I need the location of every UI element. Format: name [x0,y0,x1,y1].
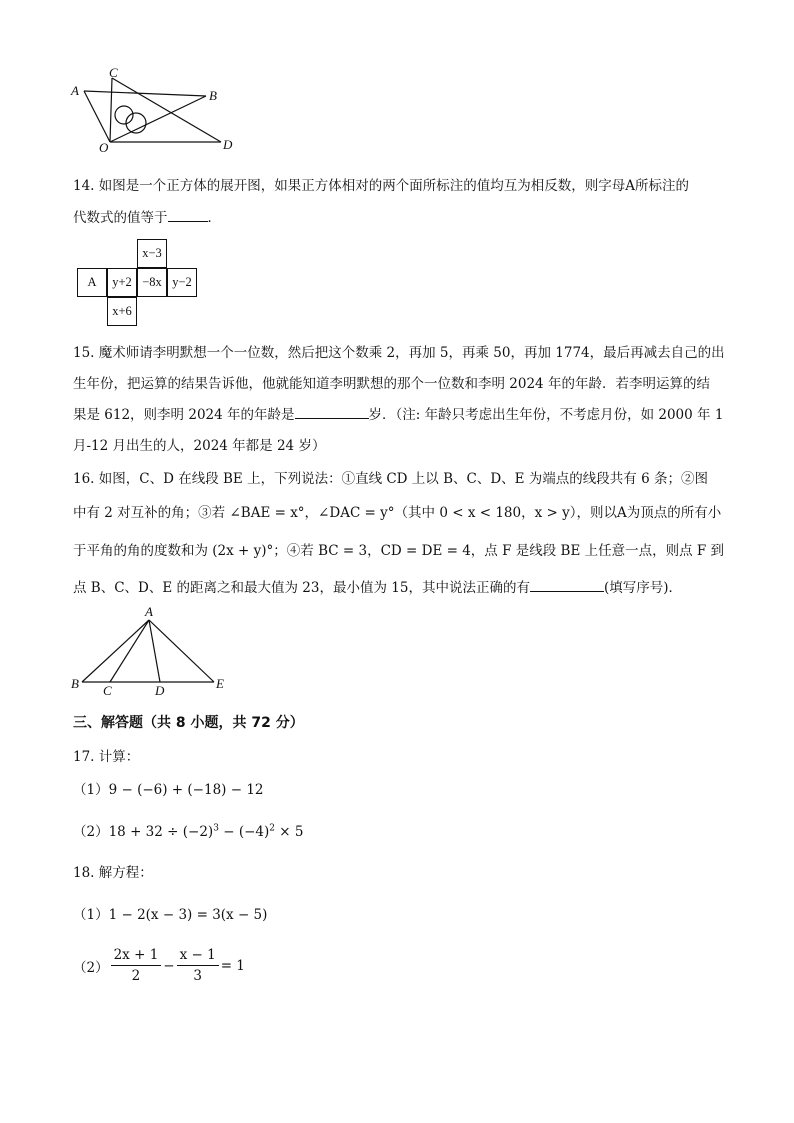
q15-answer-blank[interactable] [295,404,369,419]
segment-CD [112,78,221,142]
q18-p2-minus: − [163,957,175,974]
q18-part1 [73,903,267,923]
q18-frac1-denominator: 2 [131,968,141,984]
net-cell-right: y−2 [167,268,197,297]
q15-line2: 生年份，把运算的结果告诉他，他就能知道李明默想的那个一位数和李明 2024 年的年龄．若李明运算的结 [73,376,710,392]
label-E: E [216,676,224,691]
q15-line3 [73,403,723,423]
q15-line3-post: 岁．（注: 年龄只考虑出生年份，不考虑月份，如 2000 年 1 [368,407,724,423]
label-C: C [109,65,118,80]
q14-line2-post: ． [207,210,221,226]
q17-p2-label: （2） [73,824,109,840]
q18-title: 18. 解方程： [73,865,153,881]
q16-line4-pre: 点 B、C、D、E 的距离之和最大值为 23，最小值为 15，其中说法正确的有 [73,580,530,596]
q16-line4 [73,576,682,596]
q18-frac2-numerator: x − 1 [177,945,219,966]
q17-part2 [73,820,303,840]
q16-line2: 中有 2 对互补的角；③若 ∠BAE = x°，∠DAC = y°（其中 0 < x < 180，x > y），则以A为顶点的所有小 [73,505,722,521]
net-cell-mid1: y+2 [107,268,137,297]
q18-fraction-1 [111,945,162,986]
q18-p2-label: （2） [73,959,109,976]
label-D: D [155,683,165,698]
q16-line4-post: (填写序号)． [603,580,682,596]
q14-line2-pre: 代数式的值等于 [73,210,168,226]
label-A: A [71,83,79,98]
label-B: B [209,88,217,103]
q16-line3: 于平角的角的度数和为 (2x + y)°；④若 BC = 3，CD = DE = 4，点 F 是线段 BE 上任意一点，则点 F 到 [73,543,725,559]
q15-line3-pre: 果是 612，则李明 2024 年的年龄是 [73,407,295,423]
q17-p1-label: （1） [73,782,109,798]
q18-p1-label: （1） [73,907,109,923]
figure-q16 [66,602,236,702]
label-O: O [99,140,109,155]
q15-line1: 15. 魔术师请李明默想一个一位数，然后把这个数乘 2，再加 5，再乘 50，再加 1774，最后再减去自己的出 [73,345,725,361]
net-cell-A: A [77,268,107,297]
q17-p2-expr-a: 18 + 32 ÷ (−2) [108,824,214,840]
net-cell-mid2: −8x [137,268,167,297]
label-D: D [223,137,233,152]
q17-title: 17. 计算： [73,749,140,765]
section3-title: 三、解答题（共 8 小题，共 72 分） [73,715,304,731]
q14-line1: 14. 如图是一个正方体的展开图，如果正方体相对的两个面所标注的值均互为相反数，则字母A所标注的 [73,178,690,194]
segment-OB [110,96,206,142]
cube-net [77,239,197,326]
q18-fraction-2 [177,945,219,986]
q14-line2 [73,206,221,226]
q18-p2-rhs: = 1 [220,957,245,974]
label-B: B [71,676,79,691]
q18-part2 [73,945,245,986]
q17-p2-expr-b: − (−4) [218,824,270,840]
net-cell-bottom: x+6 [107,297,137,326]
segment-OC [110,78,112,142]
q18-frac2-denominator: 3 [193,968,202,984]
figure-q13 [66,62,246,162]
q17-p2-expr-c: × 5 [275,824,304,840]
q16-answer-blank[interactable] [530,577,604,592]
q17-p1-expr: 9 − (−6) + (−18) − 12 [108,782,264,798]
q17-part1 [73,778,264,798]
label-C: C [103,683,112,698]
q17-p2-exp1: 3 [213,823,219,834]
label-A: A [145,604,153,619]
q17-p2-exp2: 2 [269,823,275,834]
q18-p1-expr: 1 − 2(x − 3) = 3(x − 5) [108,907,268,923]
segment-AO [84,91,110,142]
q16-line1: 16. 如图，C、D 在线段 BE 上，下列说法：①直线 CD 上以 B、C、D、E 为端点的线段共有 6 条；②图 [73,471,708,487]
net-cell-top: x−3 [137,239,167,268]
q18-frac1-numerator: 2x + 1 [111,945,162,966]
q14-answer-blank[interactable] [168,207,208,222]
q15-line4: 月-12 月出生的人，2024 年都是 24 岁） [73,438,326,454]
segment-AB [84,91,206,96]
